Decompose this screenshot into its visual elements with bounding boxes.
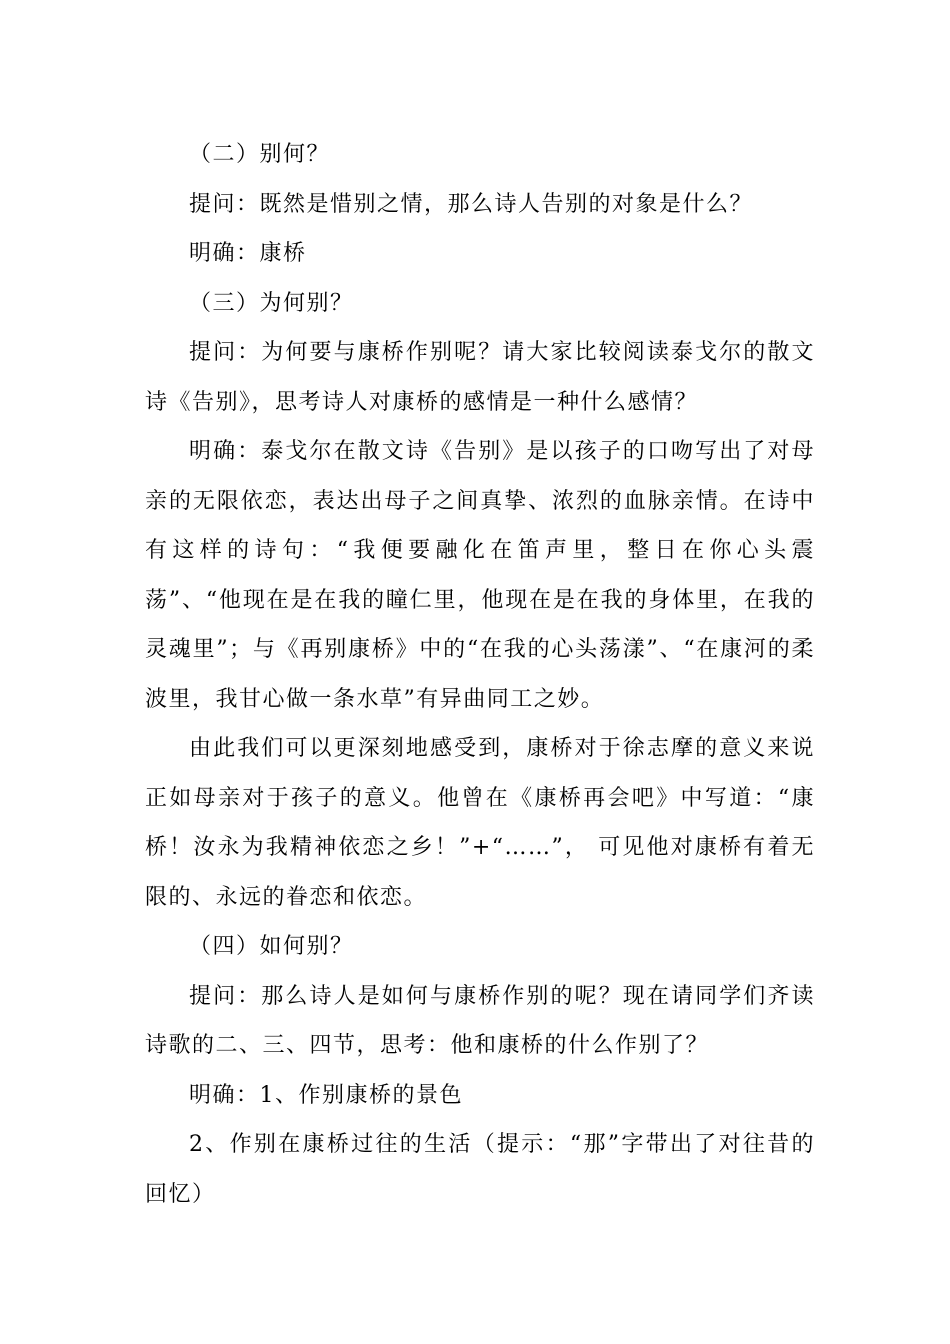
answer-item-2: 2、作别在康桥过往的生活（提示：“那”字带出了对往昔的回忆） (145, 1132, 815, 1207)
analysis-paragraph: 由此我们可以更深刻地感受到，康桥对于徐志摩的意义来说正如母亲对于孩子的意义。他曾在《康桥再会吧》中写道：“康桥！汝永为我精神依恋之乡！”+“……”， 可见他对康桥有着无限的、永远的眷恋和依恋。 (145, 736, 815, 910)
section-heading-4: （四）如何别？ (189, 934, 354, 959)
question-paragraph-1: 提问：既然是惜别之情，那么诗人告别的对象是什么？ (189, 191, 754, 217)
document-body (145, 130, 815, 1219)
section-heading-3: （三）为何别？ (189, 290, 354, 316)
question-paragraph-3: 提问：那么诗人是如何与康桥作别的呢？现在请同学们齐读诗歌的二、三、四节，思考：他和康桥的什么作别了？ (145, 983, 815, 1058)
question-paragraph-2: 提问：为何要与康桥作别呢？请大家比较阅读泰戈尔的散文诗《告别》，思考诗人对康桥的感情是一种什么感情？ (145, 340, 815, 415)
section-heading-2: （二）别何？ (189, 142, 331, 167)
answer-paragraph-1: 明确：康桥 (189, 241, 307, 266)
answer-paragraph-3: 明确：1、作别康桥的景色 (189, 1082, 463, 1108)
answer-paragraph-2: 明确：泰戈尔在散文诗《告别》是以孩子的口吻写出了对母亲的无限依恋，表达出母子之间真挚、浓烈的血脉亲情。在诗中有这样的诗句：“我便要融化在笛声里，整日在你心头震荡”、“他现在是在我的瞳仁里，他现在是在我的身体里，在我的灵魂里”；与《再别康桥》中的“在我的心头荡漾”、“在康河的柔波里，我甘心做一条水草”有异曲同工之妙。 (145, 439, 815, 712)
